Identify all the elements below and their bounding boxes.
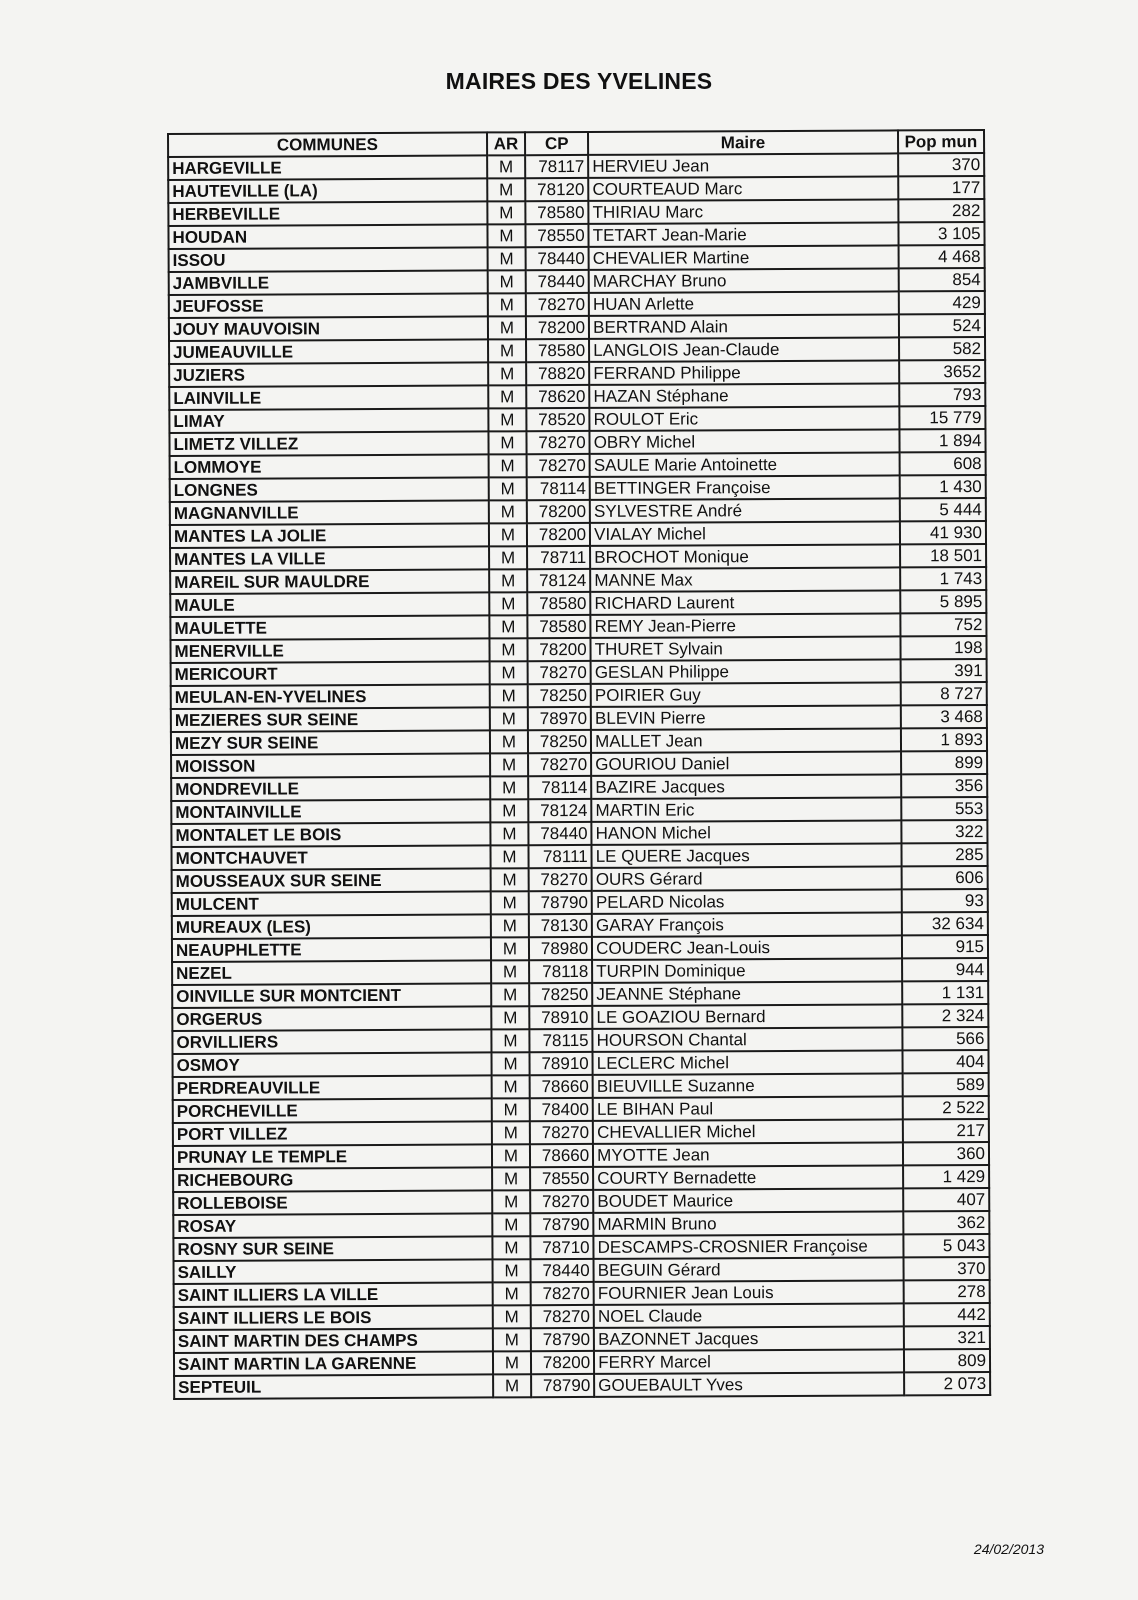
postal-code-cell: 78440 <box>531 1259 594 1282</box>
population-cell: 282 <box>898 199 984 222</box>
mayor-cell: CHEVALIER Martine <box>589 245 899 270</box>
mayor-cell: HERVIEU Jean <box>588 153 898 178</box>
commune-cell: JEUFOSSE <box>169 293 488 318</box>
commune-cell: HOUDAN <box>168 224 487 249</box>
mayor-cell: OBRY Michel <box>590 429 900 454</box>
mayor-cell: MARCHAY Bruno <box>589 268 899 293</box>
mayor-cell: FERRAND Philippe <box>589 360 899 385</box>
ar-cell: M <box>490 799 529 822</box>
population-cell: 915 <box>902 935 988 958</box>
population-cell: 899 <box>901 751 987 774</box>
mayor-cell: REMY Jean-Pierre <box>591 613 901 638</box>
commune-cell: MENERVILLE <box>170 638 489 663</box>
commune-cell: ROSAY <box>173 1213 492 1238</box>
ar-cell: M <box>488 385 527 408</box>
population-cell: 356 <box>901 774 987 797</box>
mayor-cell: NOEL Claude <box>594 1303 904 1328</box>
population-cell: 1 430 <box>899 475 985 498</box>
population-cell: 809 <box>904 1349 990 1372</box>
postal-code-cell: 78250 <box>529 983 592 1006</box>
postal-code-cell: 78580 <box>528 615 591 638</box>
postal-code-cell: 78270 <box>531 1305 594 1328</box>
ar-cell: M <box>490 914 529 937</box>
postal-code-cell: 78910 <box>530 1052 593 1075</box>
ar-cell: M <box>489 707 528 730</box>
mayor-cell: PELARD Nicolas <box>592 889 902 914</box>
commune-cell: JUMEAUVILLE <box>169 339 488 364</box>
ar-cell: M <box>492 1213 531 1236</box>
ar-cell: M <box>492 1236 531 1259</box>
mayor-cell: CHEVALLIER Michel <box>593 1119 903 1144</box>
postal-code-cell: 78130 <box>529 914 592 937</box>
population-cell: 278 <box>903 1280 989 1303</box>
mayor-cell: TETART Jean-Marie <box>589 222 899 247</box>
mayor-cell: BAZIRE Jacques <box>591 774 901 799</box>
postal-code-cell: 78660 <box>530 1075 593 1098</box>
ar-cell: M <box>490 730 529 753</box>
header-pop-mun: Pop mun <box>898 130 984 153</box>
commune-cell: JOUY MAUVOISIN <box>169 316 488 341</box>
ar-cell: M <box>491 1006 530 1029</box>
postal-code-cell: 78270 <box>527 454 590 477</box>
postal-code-cell: 78550 <box>530 1167 593 1190</box>
ar-cell: M <box>490 868 529 891</box>
postal-code-cell: 78400 <box>530 1098 593 1121</box>
mayor-cell: MARTIN Eric <box>591 797 901 822</box>
postal-code-cell: 78270 <box>529 868 592 891</box>
population-cell: 217 <box>903 1119 989 1142</box>
commune-cell: MAULETTE <box>170 615 489 640</box>
mayor-cell: LE GOAZIOU Bernard <box>592 1004 902 1029</box>
mayor-cell: THIRIAU Marc <box>588 199 898 224</box>
commune-cell: RICHEBOURG <box>173 1167 492 1192</box>
commune-cell: SAINT ILLIERS LA VILLE <box>174 1282 493 1307</box>
postal-code-cell: 78980 <box>529 937 592 960</box>
population-cell: 321 <box>904 1326 990 1349</box>
postal-code-cell: 78124 <box>528 799 591 822</box>
commune-cell: MEULAN-EN-YVELINES <box>171 684 490 709</box>
ar-cell: M <box>488 362 527 385</box>
commune-cell: SAINT MARTIN LA GARENNE <box>174 1351 493 1376</box>
postal-code-cell: 78200 <box>527 500 590 523</box>
population-cell: 3 105 <box>898 222 984 245</box>
postal-code-cell: 78200 <box>531 1351 594 1374</box>
mayor-cell: MALLET Jean <box>591 728 901 753</box>
population-cell: 18 501 <box>900 544 986 567</box>
ar-cell: M <box>488 431 527 454</box>
ar-cell: M <box>491 960 530 983</box>
mayor-cell: MANNE Max <box>590 567 900 592</box>
ar-cell: M <box>493 1351 532 1374</box>
mayor-cell: BAZONNET Jacques <box>594 1326 904 1351</box>
postal-code-cell: 78710 <box>531 1236 594 1259</box>
header-maire: Maire <box>588 130 898 155</box>
population-cell: 362 <box>903 1211 989 1234</box>
ar-cell: M <box>489 546 528 569</box>
commune-cell: JAMBVILLE <box>169 270 488 295</box>
commune-cell: PRUNAY LE TEMPLE <box>173 1144 492 1169</box>
commune-cell: MONTALET LE BOIS <box>171 822 490 847</box>
ar-cell: M <box>492 1305 531 1328</box>
commune-cell: MONDREVILLE <box>171 776 490 801</box>
ar-cell: M <box>492 1259 531 1282</box>
commune-cell: MANTES LA VILLE <box>170 546 489 571</box>
population-cell: 285 <box>901 843 987 866</box>
population-cell: 566 <box>902 1027 988 1050</box>
mayor-cell: GOURIOU Daniel <box>591 751 901 776</box>
population-cell: 15 779 <box>899 406 985 429</box>
ar-cell: M <box>488 339 527 362</box>
header-communes: COMMUNES <box>168 132 487 157</box>
population-cell: 429 <box>898 291 984 314</box>
mayor-cell: COURTEAUD Marc <box>588 176 898 201</box>
mayor-cell: VIALAY Michel <box>590 521 900 546</box>
postal-code-cell: 78250 <box>528 684 591 707</box>
mayor-cell: OURS Gérard <box>592 866 902 891</box>
population-cell: 407 <box>903 1188 989 1211</box>
commune-cell: LIMAY <box>169 408 488 433</box>
population-cell: 41 930 <box>900 521 986 544</box>
postal-code-cell: 78270 <box>528 753 591 776</box>
ar-cell: M <box>492 1282 531 1305</box>
postal-code-cell: 78200 <box>526 316 589 339</box>
postal-code-cell: 78580 <box>527 592 590 615</box>
mayor-cell: THURET Sylvain <box>591 636 901 661</box>
population-cell: 5 895 <box>900 590 986 613</box>
mayor-cell: POIRIER Guy <box>591 682 901 707</box>
ar-cell: M <box>493 1374 532 1397</box>
mayor-cell: SAULE Marie Antoinette <box>590 452 900 477</box>
mayor-cell: GOUEBAULT Yves <box>594 1372 904 1397</box>
postal-code-cell: 78580 <box>526 339 589 362</box>
document-title: MAIRES DES YVELINES <box>445 68 713 94</box>
ar-cell: M <box>487 178 526 201</box>
postal-code-cell: 78711 <box>527 546 590 569</box>
ar-cell: M <box>491 1098 530 1121</box>
postal-code-cell: 78117 <box>525 155 588 178</box>
mayor-cell: BERTRAND Alain <box>589 314 899 339</box>
commune-cell: MOISSON <box>171 753 490 778</box>
population-cell: 3 468 <box>901 705 987 728</box>
mayor-cell: BOUDET Maurice <box>593 1188 903 1213</box>
mayor-cell: HAZAN Stéphane <box>589 383 899 408</box>
postal-code-cell: 78200 <box>528 638 591 661</box>
commune-cell: OSMOY <box>173 1052 492 1077</box>
commune-cell: PERDREAUVILLE <box>173 1075 492 1100</box>
ar-cell: M <box>487 247 526 270</box>
population-cell: 582 <box>899 337 985 360</box>
postal-code-cell: 78118 <box>529 960 592 983</box>
postal-code-cell: 78270 <box>530 1190 593 1213</box>
population-cell: 8 727 <box>900 682 986 705</box>
postal-code-cell: 78111 <box>529 845 592 868</box>
population-cell: 360 <box>903 1142 989 1165</box>
ar-cell: M <box>493 1328 532 1351</box>
mayor-cell: LE QUERE Jacques <box>592 843 902 868</box>
population-cell: 4 468 <box>898 245 984 268</box>
postal-code-cell: 78270 <box>527 431 590 454</box>
header-ar: AR <box>487 132 526 155</box>
mayor-cell: COURTY Bernadette <box>593 1165 903 1190</box>
postal-code-cell: 78790 <box>529 891 592 914</box>
ar-cell: M <box>491 1075 530 1098</box>
ar-cell: M <box>492 1144 531 1167</box>
postal-code-cell: 78440 <box>529 822 592 845</box>
ar-cell: M <box>487 201 526 224</box>
population-cell: 370 <box>903 1257 989 1280</box>
population-cell: 1 429 <box>903 1165 989 1188</box>
ar-cell: M <box>489 615 528 638</box>
ar-cell: M <box>490 822 529 845</box>
postal-code-cell: 78270 <box>530 1121 593 1144</box>
mayor-cell: FOURNIER Jean Louis <box>594 1280 904 1305</box>
population-cell: 3652 <box>899 360 985 383</box>
population-cell: 404 <box>902 1050 988 1073</box>
commune-cell: MONTAINVILLE <box>171 799 490 824</box>
population-cell: 854 <box>898 268 984 291</box>
mayor-cell: HANON Michel <box>592 820 902 845</box>
mayor-cell: GARAY François <box>592 912 902 937</box>
postal-code-cell: 78114 <box>528 776 591 799</box>
table-body <box>168 153 990 1399</box>
postal-code-cell: 78440 <box>526 270 589 293</box>
ar-cell: M <box>490 845 529 868</box>
mayor-cell: LECLERC Michel <box>593 1050 903 1075</box>
ar-cell: M <box>492 1190 531 1213</box>
commune-cell: SAINT ILLIERS LE BOIS <box>174 1305 493 1330</box>
population-cell: 1 893 <box>901 728 987 751</box>
postal-code-cell: 78270 <box>531 1282 594 1305</box>
population-cell: 1 894 <box>899 429 985 452</box>
postal-code-cell: 78124 <box>527 569 590 592</box>
ar-cell: M <box>488 454 527 477</box>
commune-cell: HAUTEVILLE (LA) <box>168 178 487 203</box>
commune-cell: MANTES LA JOLIE <box>170 523 489 548</box>
population-cell: 524 <box>899 314 985 337</box>
mayor-cell: GESLAN Philippe <box>591 659 901 684</box>
ar-cell: M <box>491 1052 530 1075</box>
commune-cell: MEZY SUR SEINE <box>171 730 490 755</box>
ar-cell: M <box>492 1167 531 1190</box>
commune-cell: PORT VILLEZ <box>173 1121 492 1146</box>
ar-cell: M <box>489 661 528 684</box>
population-cell: 2 324 <box>902 1004 988 1027</box>
postal-code-cell: 78910 <box>530 1006 593 1029</box>
commune-cell: ORGERUS <box>172 1006 491 1031</box>
ar-cell: M <box>490 753 529 776</box>
ar-cell: M <box>490 891 529 914</box>
postal-code-cell: 78200 <box>527 523 590 546</box>
commune-cell: OINVILLE SUR MONTCIENT <box>172 983 491 1008</box>
commune-cell: ROLLEBOISE <box>173 1190 492 1215</box>
population-cell: 442 <box>903 1303 989 1326</box>
postal-code-cell: 78970 <box>528 707 591 730</box>
ar-cell: M <box>489 523 528 546</box>
commune-cell: SAILLY <box>174 1259 493 1284</box>
commune-cell: MERICOURT <box>171 661 490 686</box>
postal-code-cell: 78620 <box>526 385 589 408</box>
commune-cell: ROSNY SUR SEINE <box>173 1236 492 1261</box>
mayor-cell: DESCAMPS-CROSNIER Françoise <box>594 1234 904 1259</box>
commune-cell: MUREAUX (LES) <box>172 914 491 939</box>
ar-cell: M <box>491 1029 530 1052</box>
ar-cell: M <box>488 500 527 523</box>
commune-cell: JUZIERS <box>169 362 488 387</box>
mayor-cell: MARMIN Bruno <box>593 1211 903 1236</box>
postal-code-cell: 78270 <box>526 293 589 316</box>
ar-cell: M <box>489 638 528 661</box>
population-cell: 32 634 <box>902 912 988 935</box>
mayor-cell: FERRY Marcel <box>594 1349 904 1374</box>
population-cell: 944 <box>902 958 988 981</box>
population-cell: 2 073 <box>904 1372 990 1395</box>
population-cell: 589 <box>902 1073 988 1096</box>
postal-code-cell: 78550 <box>526 224 589 247</box>
header-cp: CP <box>525 132 588 155</box>
commune-cell: HERBEVILLE <box>168 201 487 226</box>
postal-code-cell: 78520 <box>527 408 590 431</box>
population-cell: 793 <box>899 383 985 406</box>
mayor-cell: BETTINGER Françoise <box>590 475 900 500</box>
mayor-cell: JEANNE Stéphane <box>592 981 902 1006</box>
population-cell: 1 743 <box>900 567 986 590</box>
commune-cell: SAINT MARTIN DES CHAMPS <box>174 1328 493 1353</box>
ar-cell: M <box>487 270 526 293</box>
postal-code-cell: 78115 <box>530 1029 593 1052</box>
ar-cell: M <box>488 477 527 500</box>
commune-cell: MOUSSEAUX SUR SEINE <box>172 868 491 893</box>
ar-cell: M <box>491 937 530 960</box>
mayor-cell: LANGLOIS Jean-Claude <box>589 337 899 362</box>
commune-cell: ISSOU <box>169 247 488 272</box>
ar-cell: M <box>491 983 530 1006</box>
mayor-cell: HOURSON Chantal <box>593 1027 903 1052</box>
commune-cell: PORCHEVILLE <box>173 1098 492 1123</box>
postal-code-cell: 78580 <box>526 201 589 224</box>
mayor-cell: LE BIHAN Paul <box>593 1096 903 1121</box>
commune-cell: NEZEL <box>172 960 491 985</box>
ar-cell: M <box>489 592 528 615</box>
ar-cell: M <box>488 408 527 431</box>
mayor-cell: BLEVIN Pierre <box>591 705 901 730</box>
population-cell: 5 043 <box>903 1234 989 1257</box>
population-cell: 5 444 <box>899 498 985 521</box>
mayor-cell: BEGUIN Gérard <box>594 1257 904 1282</box>
postal-code-cell: 78250 <box>528 730 591 753</box>
commune-cell: MAGNANVILLE <box>170 500 489 525</box>
ar-cell: M <box>487 224 526 247</box>
commune-cell: HARGEVILLE <box>168 155 487 180</box>
commune-cell: LAINVILLE <box>169 385 488 410</box>
commune-cell: MEZIERES SUR SEINE <box>171 707 490 732</box>
commune-cell: LIMETZ VILLEZ <box>169 431 488 456</box>
postal-code-cell: 78790 <box>531 1374 594 1397</box>
postal-code-cell: 78440 <box>526 247 589 270</box>
mayor-cell: BIEUVILLE Suzanne <box>593 1073 903 1098</box>
commune-cell: ORVILLIERS <box>172 1029 491 1054</box>
population-cell: 752 <box>900 613 986 636</box>
population-cell: 177 <box>898 176 984 199</box>
population-cell: 391 <box>900 659 986 682</box>
population-cell: 1 131 <box>902 981 988 1004</box>
commune-cell: SEPTEUIL <box>174 1374 493 1399</box>
ar-cell: M <box>489 684 528 707</box>
ar-cell: M <box>488 316 527 339</box>
ar-cell: M <box>489 569 528 592</box>
postal-code-cell: 78790 <box>531 1213 594 1236</box>
ar-cell: M <box>490 776 529 799</box>
mayor-cell: ROULOT Eric <box>590 406 900 431</box>
document-date: 24/02/2013 <box>973 1541 1044 1557</box>
postal-code-cell: 78114 <box>527 477 590 500</box>
mayor-cell: COUDERC Jean-Louis <box>592 935 902 960</box>
commune-cell: MONTCHAUVET <box>171 845 490 870</box>
population-cell: 2 522 <box>902 1096 988 1119</box>
ar-cell: M <box>487 293 526 316</box>
mayor-cell: BROCHOT Monique <box>590 544 900 569</box>
ar-cell: M <box>492 1121 531 1144</box>
mayor-cell: RICHARD Laurent <box>590 590 900 615</box>
commune-cell: NEAUPHLETTE <box>172 937 491 962</box>
postal-code-cell: 78660 <box>530 1144 593 1167</box>
commune-cell: MULCENT <box>172 891 491 916</box>
mayor-cell: SYLVESTRE André <box>590 498 900 523</box>
population-cell: 322 <box>901 820 987 843</box>
postal-code-cell: 78270 <box>528 661 591 684</box>
population-cell: 370 <box>898 153 984 176</box>
commune-cell: MAREIL SUR MAULDRE <box>170 569 489 594</box>
mayor-cell: MYOTTE Jean <box>593 1142 903 1167</box>
commune-cell: LOMMOYE <box>170 454 489 479</box>
ar-cell: M <box>487 155 526 178</box>
population-cell: 198 <box>900 636 986 659</box>
postal-code-cell: 78820 <box>526 362 589 385</box>
mayor-cell: HUAN Arlette <box>589 291 899 316</box>
population-cell: 93 <box>901 889 987 912</box>
mayors-table <box>167 129 991 1400</box>
population-cell: 553 <box>901 797 987 820</box>
table-row <box>174 1372 990 1399</box>
population-cell: 606 <box>901 866 987 889</box>
postal-code-cell: 78790 <box>531 1328 594 1351</box>
population-cell: 608 <box>899 452 985 475</box>
mayor-cell: TURPIN Dominique <box>592 958 902 983</box>
postal-code-cell: 78120 <box>525 178 588 201</box>
commune-cell: MAULE <box>170 592 489 617</box>
commune-cell: LONGNES <box>170 477 489 502</box>
